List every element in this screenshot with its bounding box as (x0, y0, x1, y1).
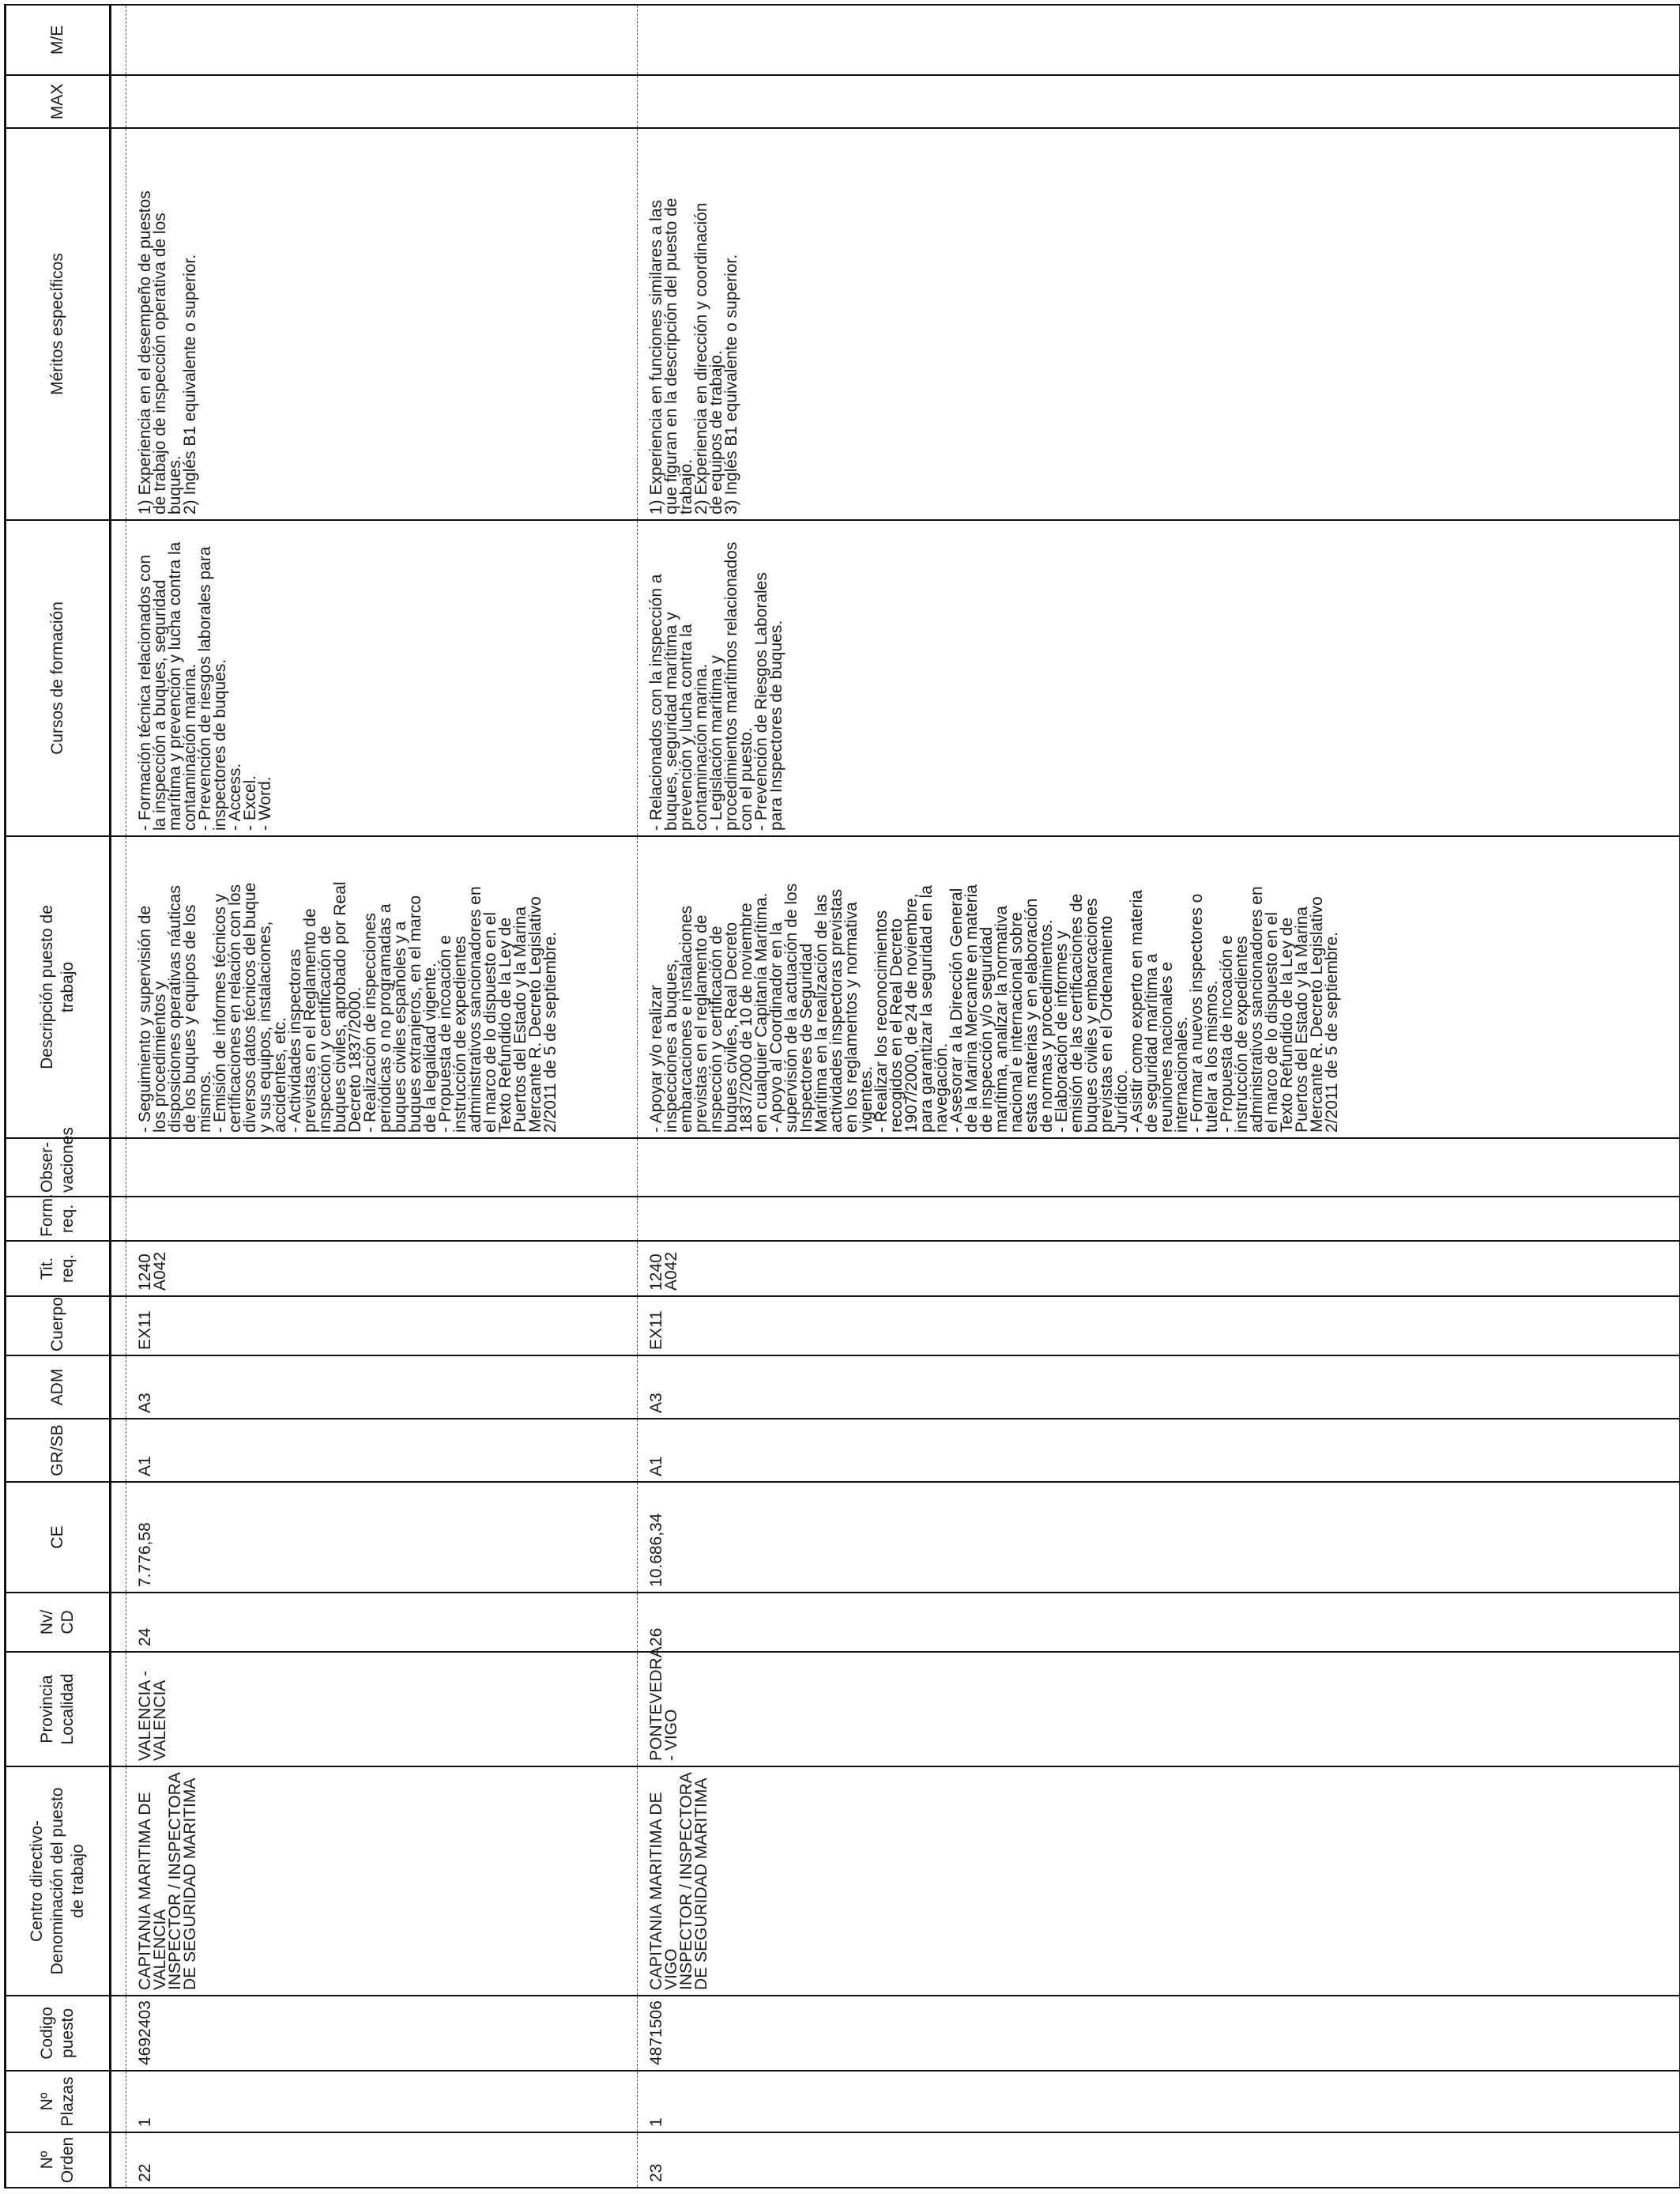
header-adm: ADM (6, 1355, 111, 1419)
descripcion-cell: - Apoyar y/o realizar inspecciones a buques, embarcaciones e instalaciones previstas en el reglamento de inspección y certificación de buques civiles, Real Decreto 1837/2000 de 10 de noviembre en cualquier Capitanía Marítima. - Apoyo al Coordinador en la supervisión de la actuación de los Inspectores de Seguridad Marítima en la realización de las actividades inspectoras previstas en los reglamentos y normativa vigentes. - Realizar los reconocimientos recogidos en el Real Decreto 1907/2000, de 24 de noviembre, para garantizar la seguridad en la navegación. - Asesorar a la Dirección General de la Marina Mercante en materia de inspección y/o seguridad marítima, analizar la normativa nacional e internacional sobre estas materias y en elaboración de normas y procedimientos. - Elaboración de informes y emisión de las certificaciones de buques civiles y embarcaciones previstas en el Ordenamiento Jurídico. - Asistir como experto en materia de seguridad marítima a reuniones nacionales e internacionales. - Formar a nuevos inspectores o tutelar a los mismos. - Propuesta de incoación e instrucción de expedientes administrativos sancionadores en el marco de lo dispuesto en el Texto Refundido de la Ley de Puertos del Estado y la Marina Mercante R. Decreto Legislativo 2/2011 de 5 de septiembre. (638, 836, 1680, 1138)
separator-cell (111, 1419, 126, 1482)
plazas-cell: 1 (638, 2071, 1680, 2132)
separator-cell (111, 128, 126, 520)
orden-cell: 23 (638, 2132, 1680, 2188)
header-descripcion: Descripción puesto de trabajo (6, 836, 111, 1138)
separator-cell (623, 1241, 638, 1296)
titulacion-cell: 1240 A042 (638, 1241, 1680, 1296)
header-provincia: Provincia Localidad (6, 1652, 111, 1766)
separator-cell (111, 1241, 126, 1296)
ce-cell: 10.686,34 (638, 1482, 1680, 1593)
header-row (6, 5, 111, 2188)
codigo-cell: 4692403 (126, 1996, 623, 2071)
separator-cell (623, 1296, 638, 1355)
header-orden: Nº Orden (6, 2132, 111, 2188)
header-cuerpo: Cuerpo (6, 1296, 111, 1355)
ce-cell: 7.776,58 (126, 1482, 623, 1593)
max-cell (126, 75, 623, 128)
separator-cell (111, 520, 126, 836)
grupo-cell: A1 (638, 1419, 1680, 1482)
titulacion-cell: 1240 A042 (126, 1241, 623, 1296)
separator-row (111, 5, 126, 2188)
adm-cell: A3 (126, 1355, 623, 1419)
header-codigo: Codigo puesto (6, 1996, 111, 2071)
header-centro: Centro directivo- Denominación del puesto de trabajo (6, 1766, 111, 1996)
separator-cell (111, 836, 126, 1138)
header-cursos: Cursos de formación (6, 520, 111, 836)
separator-cell (623, 1419, 638, 1482)
header-meritos: Méritos específicos (6, 128, 111, 520)
separator-cell (623, 128, 638, 520)
header-max: MAX (6, 75, 111, 128)
me-cell (638, 5, 1680, 75)
header-titulacion: Tit. req. (6, 1241, 111, 1296)
separator-cell (111, 5, 126, 75)
separator-cell (111, 2071, 126, 2132)
header-me: M/E (6, 5, 111, 75)
cuerpo-cell: EX11 (638, 1296, 1680, 1355)
provincia-cell: PONTEVEDRA - VIGO (638, 1652, 1680, 1766)
separator-cell (623, 1482, 638, 1593)
separator-row (623, 5, 638, 2188)
codigo-cell: 4871506 (638, 1996, 1680, 2071)
separator-cell (111, 1482, 126, 1593)
separator-cell (623, 75, 638, 128)
separator-cell (623, 1197, 638, 1241)
observaciones-cell (126, 1138, 623, 1197)
separator-cell (111, 75, 126, 128)
header-ce: CE (6, 1482, 111, 1593)
job-positions-table (4, 4, 1680, 2188)
formacion-cell (638, 1197, 1680, 1241)
grupo-cell: A1 (126, 1419, 623, 1482)
header-grupo: GR/SB (6, 1419, 111, 1482)
separator-cell (111, 1996, 126, 2071)
adm-cell: A3 (638, 1355, 1680, 1419)
separator-cell (623, 2071, 638, 2132)
meritos-cell: 1) Experiencia en el desempeño de puestos de trabajo de inspección operativa de los buques. 2) Inglés B1 equivalente o superior. (126, 128, 623, 520)
separator-cell (623, 1593, 638, 1652)
centro-cell: CAPITANIA MARITIMA DE VIGO INSPECTOR / INSPECTORA DE SEGURIDAD MARITIMA (638, 1766, 1680, 1996)
descripcion-cell: - Seguimiento y supervisión de los procedimientos y disposiciones operativas náuticas de los buques y equipos de los mismos. - Emisión de informes técnicos y certificaciones en relación con los diversos datos técnicos del buque y sus equipos, instalaciones, accidentes, etc. - Actividades inspectoras previstas en el Reglamento de inspección y certificación de buques civiles, aprobado por Real Decreto 1837/2000. - Realización de inspecciones periódicas o no programadas a buques civiles españoles y a buques extranjeros, en el marco de la legalidad vigente. - Propuesta de incoación e instrucción de expedientes administrativos sancionadores en el marco de lo dispuesto en el Texto Refundido de la Ley de Puertos del Estado y la Marina Mercante R. Decreto Legislativo 2/2011 de 5 de septiembre. (126, 836, 623, 1138)
orden-cell: 22 (126, 2132, 623, 2188)
separator-cell (623, 1355, 638, 1419)
max-cell (638, 75, 1680, 128)
centro-cell: CAPITANIA MARITIMA DE VALENCIA INSPECTOR / INSPECTORA DE SEGURIDAD MARITIMA (126, 1766, 623, 1996)
observaciones-cell (638, 1138, 1680, 1197)
separator-cell (623, 1996, 638, 2071)
separator-cell (111, 1766, 126, 1996)
separator-cell (111, 1593, 126, 1652)
separator-cell (623, 1138, 638, 1197)
table-row (638, 5, 1680, 2188)
header-nivel: Nv/ CD (6, 1593, 111, 1652)
header-plazas: Nº Plazas (6, 2071, 111, 2132)
separator-cell (111, 2132, 126, 2188)
separator-cell (111, 1197, 126, 1241)
provincia-cell: VALENCIA - VALENCIA (126, 1652, 623, 1766)
separator-cell (623, 1652, 638, 1766)
nivel-cell: 24 (126, 1593, 623, 1652)
separator-cell (623, 5, 638, 75)
separator-cell (111, 1355, 126, 1419)
cursos-cell: - Relacionados con la inspección a buques, seguridad marítima y prevención y lucha contra la contaminación marina. - Legislación marítima y procedimientos marítimos relacionados con el puesto. - Prevención de Riesgos Laborales para Inspectores de buques. (638, 520, 1680, 836)
separator-cell (111, 1652, 126, 1766)
table-row (126, 5, 623, 2188)
separator-cell (111, 1138, 126, 1197)
formacion-cell (126, 1197, 623, 1241)
nivel-cell: 26 (638, 1593, 1680, 1652)
separator-cell (111, 1296, 126, 1355)
header-formacion: Form. req. (6, 1197, 111, 1241)
cursos-cell: - Formación técnica relacionados con la inspección a buques, seguridad marítima y prevención y lucha contra la contaminación marina. - Prevención de riesgos laborales para inspectores de buques. - Access. - Excel. - Word. (126, 520, 623, 836)
cuerpo-cell: EX11 (126, 1296, 623, 1355)
header-observaciones: Obser- vaciones (6, 1138, 111, 1197)
separator-cell (623, 2132, 638, 2188)
separator-cell (623, 836, 638, 1138)
plazas-cell: 1 (126, 2071, 623, 2132)
me-cell (126, 5, 623, 75)
meritos-cell: 1) Experiencia en funciones similares a las que figuran en la descripción del puesto de trabajo. 2) Experiencia en dirección y coordinación de equipos de trabajo. 3) Inglés B1 equivalente o superior. (638, 128, 1680, 520)
separator-cell (623, 520, 638, 836)
separator-cell (623, 1766, 638, 1996)
